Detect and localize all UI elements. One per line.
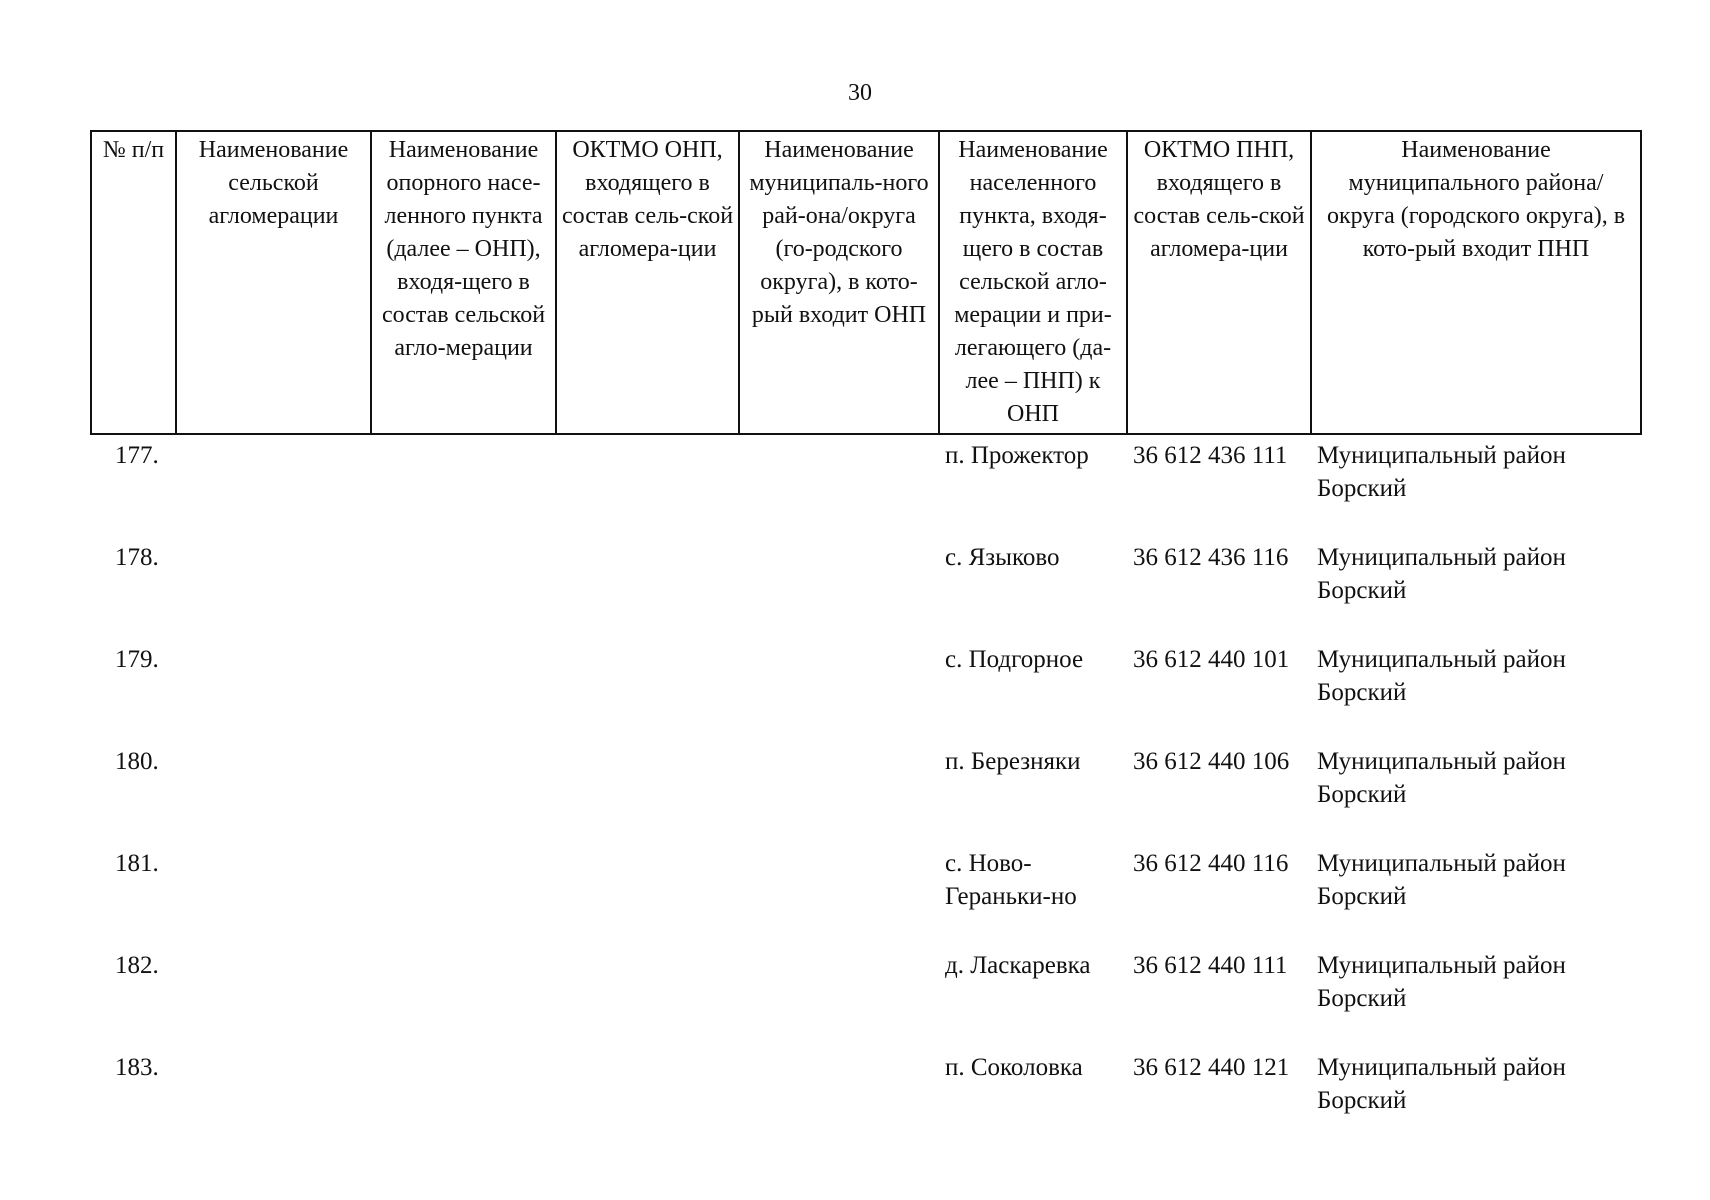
cell-empty: [176, 1047, 371, 1131]
cell-empty: [176, 843, 371, 945]
row-number: 178.: [115, 544, 159, 571]
cell-empty: [371, 639, 556, 741]
pnp-district: Муниципальный район Борский: [1317, 952, 1566, 1012]
pnp-district: Муниципальный район Борский: [1317, 646, 1566, 706]
pnp-oktmo: 36 612 436 116: [1133, 544, 1289, 571]
row-number: 177.: [115, 442, 159, 469]
header-pnp-district: Наименование муниципального района/округа (городского округа), в кото-рый входит ПНП: [1311, 131, 1641, 434]
header-onp-name: Наименование опорного насе-ленного пункта (далее – ОНП), входя-щего в состав сельской агло-мерации: [371, 131, 556, 434]
cell-empty: [371, 843, 556, 945]
cell-empty: [556, 945, 739, 1047]
cell-empty: [739, 537, 939, 639]
pnp-name: с. Ново-Гераньки-но: [945, 850, 1077, 910]
pnp-name: с. Подгорное: [945, 646, 1084, 673]
cell-empty: [176, 945, 371, 1047]
table-row: [91, 945, 1641, 1047]
cell-empty: [556, 639, 739, 741]
cell-empty: [556, 843, 739, 945]
table-row: [91, 537, 1641, 639]
agglomeration-table: [90, 130, 1642, 1131]
cell-empty: [371, 945, 556, 1047]
cell-empty: [556, 434, 739, 537]
pnp-name: п. Прожектор: [945, 442, 1089, 469]
cell-empty: [739, 843, 939, 945]
cell-empty: [739, 639, 939, 741]
row-number: 182.: [115, 952, 159, 979]
row-number: 183.: [115, 1054, 159, 1081]
cell-empty: [556, 741, 739, 843]
pnp-district: Муниципальный район Борский: [1317, 748, 1566, 808]
table-row: [91, 1047, 1641, 1131]
cell-empty: [739, 434, 939, 537]
pnp-oktmo: 36 612 440 101: [1133, 646, 1290, 673]
pnp-district: Муниципальный район Борский: [1317, 1054, 1566, 1114]
cell-empty: [371, 1047, 556, 1131]
header-onp-district: Наименование муниципаль-ного рай-она/округа (го-родского округа), в кото-рый входит ОНП: [739, 131, 939, 434]
pnp-district: Муниципальный район Борский: [1317, 850, 1566, 910]
pnp-oktmo: 36 612 440 116: [1133, 850, 1289, 877]
table-row: [91, 741, 1641, 843]
cell-empty: [176, 639, 371, 741]
cell-empty: [176, 434, 371, 537]
cell-empty: [371, 434, 556, 537]
cell-empty: [371, 741, 556, 843]
cell-empty: [556, 1047, 739, 1131]
table-header-row: [91, 131, 1641, 434]
pnp-name: п. Березняки: [945, 748, 1081, 775]
page-number: 30: [848, 80, 872, 106]
table-row: [91, 434, 1641, 537]
pnp-name: п. Соколовка: [945, 1054, 1083, 1081]
pnp-oktmo: 36 612 440 121: [1133, 1054, 1290, 1081]
header-pnp-oktmo: ОКТМО ПНП, входящего в состав сель-ской агломера-ции: [1127, 131, 1311, 434]
pnp-name: с. Языково: [945, 544, 1060, 571]
row-number: 181.: [115, 850, 159, 877]
pnp-name: д. Ласкаревка: [945, 952, 1091, 979]
cell-empty: [176, 537, 371, 639]
row-number: 180.: [115, 748, 159, 775]
pnp-district: Муниципальный район Борский: [1317, 442, 1566, 502]
header-agglomeration-name: Наименование сельской агломерации: [176, 131, 371, 434]
header-pnp-name: Наименование населенного пункта, входя-щего в состав сельской агло-мерации и при-легающего (да-лее – ПНП) к ОНП: [939, 131, 1127, 434]
cell-empty: [739, 945, 939, 1047]
table-row: [91, 639, 1641, 741]
pnp-oktmo: 36 612 440 111: [1133, 952, 1288, 979]
table-row: [91, 843, 1641, 945]
cell-empty: [556, 537, 739, 639]
header-number: № п/п: [91, 131, 176, 434]
cell-empty: [176, 741, 371, 843]
cell-empty: [371, 537, 556, 639]
cell-empty: [739, 1047, 939, 1131]
header-onp-oktmo: ОКТМО ОНП, входящего в состав сель-ской агломера-ции: [556, 131, 739, 434]
pnp-oktmo: 36 612 436 111: [1133, 442, 1288, 469]
cell-empty: [739, 741, 939, 843]
row-number: 179.: [115, 646, 159, 673]
pnp-oktmo: 36 612 440 106: [1133, 748, 1290, 775]
pnp-district: Муниципальный район Борский: [1317, 544, 1566, 604]
